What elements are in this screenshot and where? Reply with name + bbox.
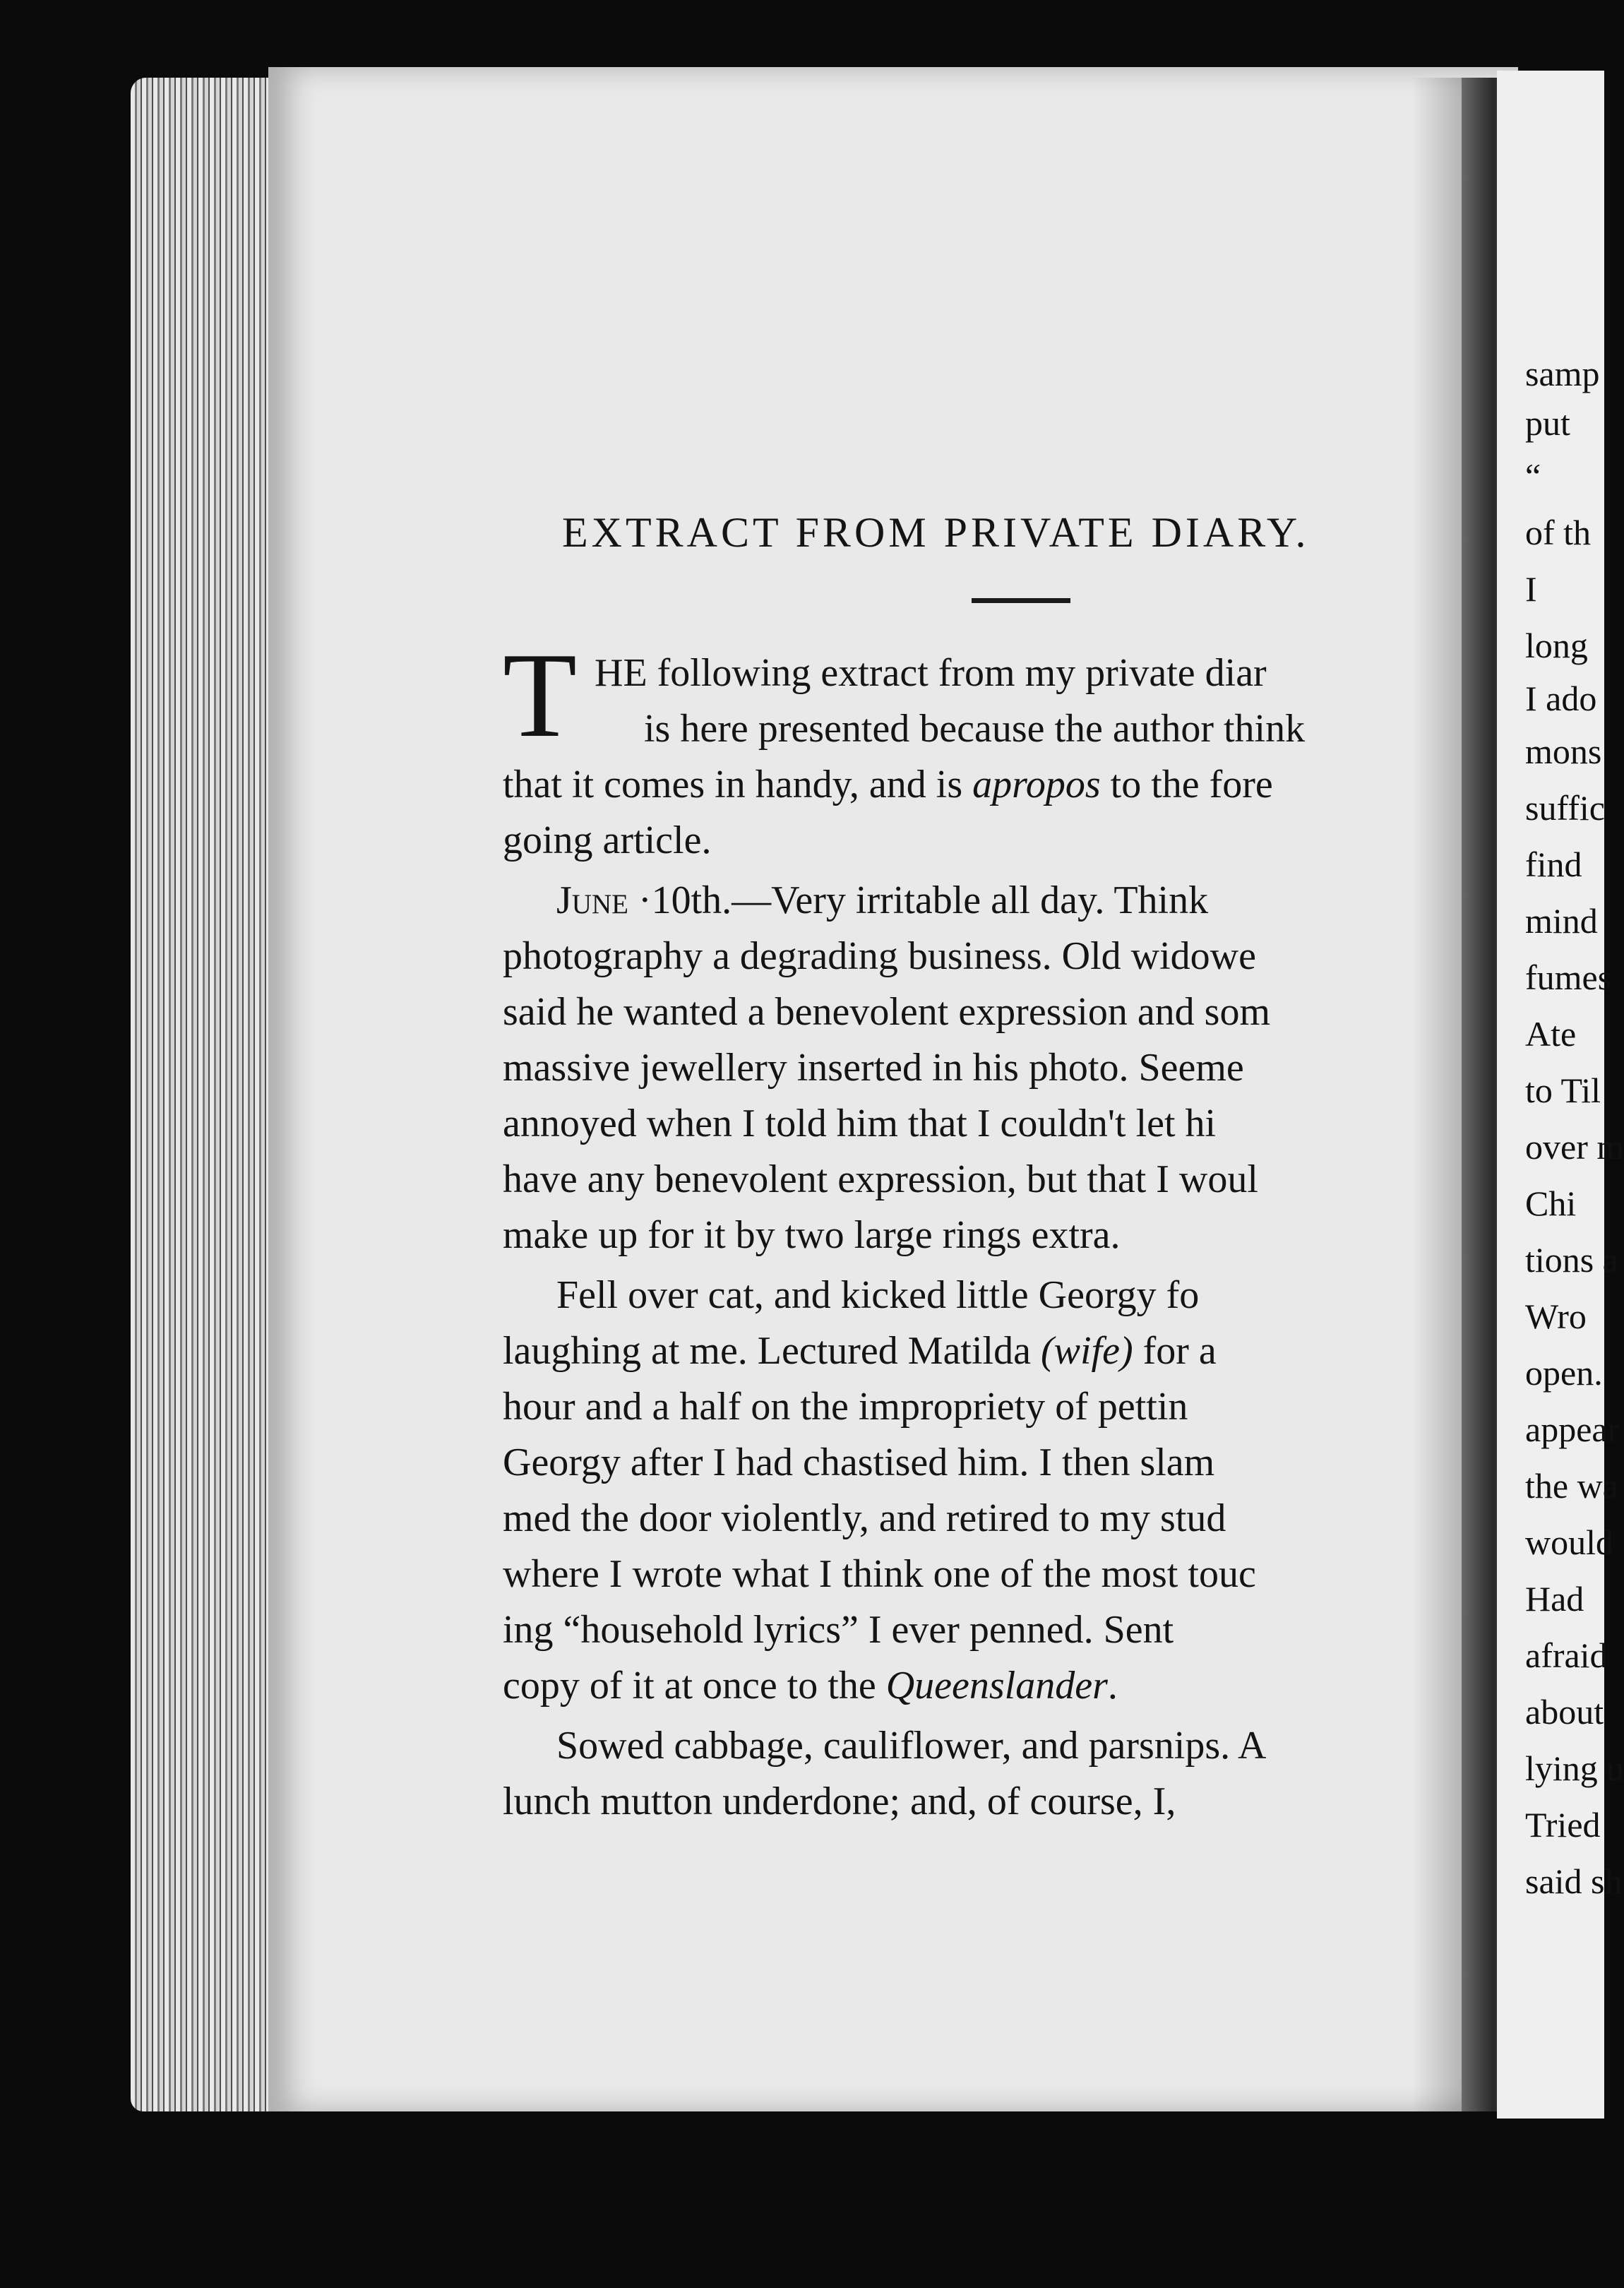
intro-line-3-tail: to the fore [1100,763,1273,806]
p2-line-2-tail: for a [1133,1329,1217,1373]
entry-line-7: make up for it by two large rings extra. [503,1213,1121,1257]
intro-line-3 [503,757,1495,813]
facing-page-fragment: I [1525,569,1537,609]
p2-line-2-text: laughing at me. Lectured Matilda [503,1329,1041,1373]
intro-paragraph [503,628,1495,869]
p2-line-7: ing “household lyrics” I ever penned. Sent [503,1608,1174,1652]
p2-line-5: med the door violently, and retired to my stud [503,1496,1226,1540]
facing-page-fragment: the wa [1525,1466,1618,1506]
facing-page-fragment: appear [1525,1410,1620,1449]
p2-line-8 [503,1658,1495,1714]
facing-page-fragment: long [1525,626,1588,665]
p2-italic-queenslander: Queenslander [885,1664,1108,1708]
diary-entry-paragraph [503,873,1495,1263]
facing-page-fragment: mons [1525,732,1602,771]
entry-line-6: have any benevolent expression, but that I woul [503,1157,1258,1201]
facing-page-fragment: Tried [1525,1805,1601,1845]
intro-line-1: HE following extract from my private diar [595,651,1267,695]
p2-line-8-tail: . [1107,1664,1118,1708]
facing-page-fragment: suffic [1525,788,1605,828]
facing-page-fragment: tions a [1525,1240,1618,1280]
title-rule [972,598,1070,603]
page-content [503,508,1495,1830]
entry-line-3: said he wanted a benevolent expression and som [503,990,1271,1034]
entry-line-2: photography a degrading business. Old widowe [503,934,1256,978]
facing-page-fragment: fumes [1525,958,1612,997]
facing-page-fragment: to Til [1525,1071,1601,1110]
facing-page-fragment: of th [1525,513,1592,552]
facing-page-fragment: lying u [1525,1748,1624,1788]
facing-page-fragment: over m [1525,1127,1624,1167]
p2-line-2 [503,1323,1495,1379]
facing-page-fragment: afraid [1525,1635,1608,1675]
facing-page-fragment: samp [1525,354,1600,393]
facing-page-fragment: Ate [1525,1014,1577,1054]
facing-page-fragment: open. [1525,1353,1603,1393]
facing-page-fragment: Had [1525,1579,1584,1619]
intro-line-2: is here presented because the author think [644,707,1306,751]
drop-cap: T [503,628,578,763]
facing-page [1497,71,1624,2119]
entry-line-4: massive jewellery inserted in his photo. Seeme [503,1046,1244,1090]
facing-page-fragment: put [1525,403,1570,443]
facing-page-fragment: mind [1525,901,1598,941]
p2-italic-wife: (wife) [1040,1329,1133,1373]
p2-line-6: where I wrote what I think one of the most touc [503,1552,1256,1596]
entry-date-word: June [556,878,628,922]
facing-page-fragment: Wro [1525,1297,1587,1336]
facing-page-fragment: said sh [1525,1861,1623,1901]
intro-italic-word: apropos [972,763,1101,806]
p3-line-1: Sowed cabbage, cauliflower, and parsnips. A [556,1724,1267,1768]
facing-page-fragment: about [1525,1692,1604,1732]
facing-page-fragment: Chi [1525,1184,1577,1223]
facing-page-fragment: I ado [1525,679,1597,718]
entry-line-1 [503,873,1495,929]
second-paragraph [503,1268,1495,1714]
p2-line-4: Georgy after I had chastised him. I then slam [503,1441,1215,1484]
facing-page-fragment: “ [1525,456,1541,496]
entry-line-5: annoyed when I told him that I couldn't let hi [503,1102,1217,1145]
p2-line-3: hour and a half on the impropriety of pettin [503,1385,1188,1429]
p3-line-2: lunch mutton underdone; and, of course, I, [503,1780,1176,1823]
entry-line-1-text: ·10th.—Very irritable all day. Think [628,878,1209,922]
third-paragraph [503,1718,1495,1830]
p2-line-1: Fell over cat, and kicked little Georgy fo [556,1273,1200,1317]
page-title: EXTRACT FROM PRIVATE DIARY. [562,509,1310,556]
facing-page-fragment: would [1525,1523,1613,1562]
intro-line-3-text: that it comes in handy, and is [503,763,973,806]
facing-page-fragment: find [1525,845,1582,884]
p2-line-8-text: copy of it at once to the [503,1664,886,1708]
intro-line-4: going article. [503,818,712,862]
